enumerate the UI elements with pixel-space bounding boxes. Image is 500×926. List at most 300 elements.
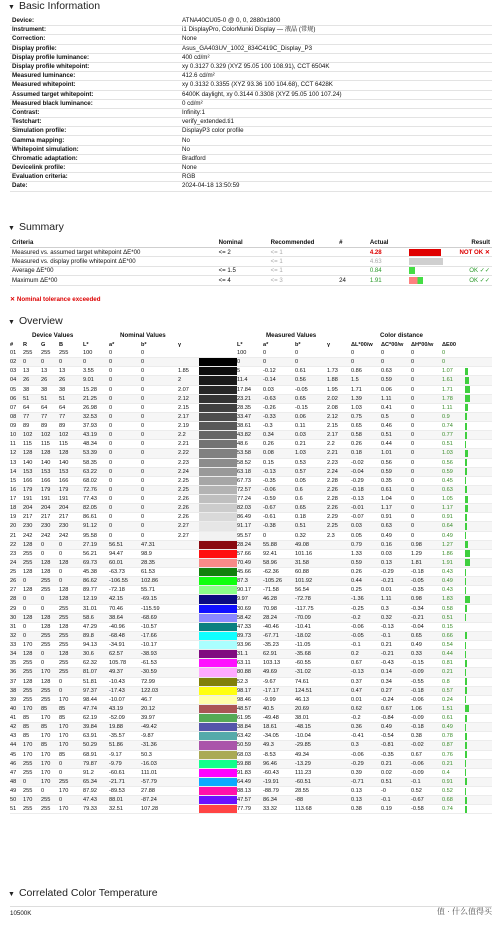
cell-7 [178,768,199,777]
color-swatch [199,805,237,814]
cell-7 [178,695,199,704]
info-value: None [180,35,492,44]
overview-row [10,805,492,814]
cell-16: 0.4 [442,768,465,777]
cell-14: 0.16 [381,540,411,549]
color-swatch [199,358,237,367]
cell-13: -0.04 [351,467,381,476]
summary-header: Result [450,238,492,248]
cell-10: -62.36 [263,568,295,577]
basic-info-table [10,17,492,192]
cell-0: 22 [10,540,23,549]
color-swatch [199,540,237,549]
cell-15: -0.15 [411,659,442,668]
cell-6: 111.01 [141,768,178,777]
cell-16: 0.58 [442,604,465,613]
cell-1: 153 [23,467,41,476]
cell-12 [327,659,351,668]
cell-13: 0.37 [351,677,381,686]
cell-5: 19.88 [109,723,141,732]
cell-5: 105.78 [109,659,141,668]
cell-4: 89.8 [83,631,109,640]
delta-e-bar [465,395,470,402]
color-swatch [199,495,237,504]
cell-16: 1.51 [442,704,465,713]
cell-14: 0.59 [381,376,411,385]
delta-e-bar-cell [465,440,492,449]
cell-1: 255 [23,686,41,695]
cell-1: 85 [23,723,41,732]
cell-0: 14 [10,467,23,476]
info-value: No [180,145,492,154]
section-summary[interactable] [8,221,64,233]
cell-6: 107.28 [141,805,178,814]
cell-14: 0.67 [381,704,411,713]
cell-1: 85 [23,732,41,741]
cell-15: 0 [411,403,442,412]
cell-1: 255 [23,659,41,668]
cell-0: 07 [10,403,23,412]
cell-12 [327,568,351,577]
overview-row [10,741,492,750]
cell-4: 63.22 [83,467,109,476]
cell-16: 0.21 [442,668,465,677]
cell-13: 0.75 [351,412,381,421]
cell-0: 32 [10,631,23,640]
overview-row [10,768,492,777]
cell-7 [178,641,199,650]
cell-13: 0 [351,358,381,367]
cell-12: 2.28 [327,476,351,485]
cell-4: 68.02 [83,476,109,485]
overview-row [10,476,492,485]
delta-e-bar [465,806,467,813]
cell-1: 0 [23,777,41,786]
cell-13: 1.71 [351,385,381,394]
cell-15: -0.09 [411,714,442,723]
info-row [10,108,492,117]
cell-4: 37.93 [83,422,109,431]
cell-1: 0 [23,604,41,613]
watermark-logo: 值 · 什么值得买 [436,907,492,916]
cell-12 [327,604,351,613]
recommended: <= 1 [269,248,338,257]
cell-13: -0.29 [351,759,381,768]
cell-15: -0.02 [411,741,442,750]
cell-7: 2.15 [178,403,199,412]
cell-9: 86.49 [237,513,263,522]
cell-10: -17.17 [263,686,295,695]
cell-13: 0.38 [351,805,381,814]
cell-2: 0 [41,595,59,604]
overview-row [10,704,492,713]
cell-2: 255 [41,349,59,358]
cell-13: 0.18 [351,449,381,458]
cell-6: 0 [141,485,178,494]
cell-9: 63.42 [237,732,263,741]
cell-5: 0 [109,394,141,403]
cell-4: 62.32 [83,659,109,668]
summary-row [10,248,492,257]
cell-1: 170 [23,641,41,650]
info-label: Measured luminance: [10,72,180,81]
cell-2: 204 [41,504,59,513]
cell-14: 0.46 [381,422,411,431]
cell-12 [327,641,351,650]
cell-13: 0.47 [351,686,381,695]
cell-13: -0.13 [351,668,381,677]
color-swatch [199,595,237,604]
criteria: Maximum ΔE*00 [10,276,217,285]
cell-2: 170 [41,777,59,786]
cell-7: 2.17 [178,412,199,421]
cell-4: 47.43 [83,796,109,805]
cell-5: -72.18 [109,586,141,595]
info-label: Device: [10,17,180,26]
cell-15: 0.67 [411,750,442,759]
cell-6: 0 [141,385,178,394]
cell-10: 28.24 [263,613,295,622]
overview-row [10,641,492,650]
cell-13: 0.79 [351,540,381,549]
overview-row [10,586,492,595]
color-swatch [199,513,237,522]
cell-0: 51 [10,805,23,814]
overview-row [10,449,492,458]
cell-2: 77 [41,412,59,421]
info-row [10,17,492,26]
cell-12 [327,586,351,595]
delta-e-bar-cell [465,777,492,786]
cell-2: 0 [41,358,59,367]
cell-9: 5 [237,367,263,376]
cell-7: 2.26 [178,504,199,513]
cell-4: 63.91 [83,732,109,741]
delta-e-bar-cell [465,577,492,586]
cell-14: 0.41 [381,403,411,412]
overview-row [10,777,492,786]
color-swatch [199,622,237,631]
cell-15: -0.05 [411,577,442,586]
cell-15: 0 [411,358,442,367]
collapse-triangle-icon[interactable]: ▼ [8,4,15,11]
cell-3: 128 [59,558,83,567]
recommended: <= 1 [269,257,338,266]
cell-6: -87.24 [141,796,178,805]
overview-row [10,714,492,723]
cell-3: 0 [59,759,83,768]
cell-14: 0.13 [381,558,411,567]
cell-9: 48.57 [237,704,263,713]
cell-1: 128 [23,613,41,622]
color-swatch [199,458,237,467]
color-swatch [199,695,237,704]
cell-9: 64.49 [237,777,263,786]
cell-15: 0 [411,531,442,540]
cell-2: 166 [41,476,59,485]
delta-e-bar-cell [465,595,492,604]
cell-10: 46.28 [263,595,295,604]
cell-12 [327,577,351,586]
cell-10: 86.34 [263,796,295,805]
cell-7 [178,732,199,741]
overview-row [10,513,492,522]
cell-9: 33.47 [237,412,263,421]
cell-3: 255 [59,777,83,786]
cell-2: 85 [41,723,59,732]
cell-7 [178,349,199,358]
cell-13: -0.25 [351,604,381,613]
cell-12 [327,750,351,759]
cell-10: -0.12 [263,367,295,376]
actual-bar-cell [407,276,450,285]
delta-e-bar-cell [465,349,492,358]
cell-0: 50 [10,796,23,805]
cell-12 [327,714,351,723]
cell-9: 95.57 [237,531,263,540]
delta-e-bar-cell [465,650,492,659]
cell-6: 61.53 [141,568,178,577]
cell-1: 170 [23,741,41,750]
cell-2: 170 [41,732,59,741]
collapse-triangle-icon[interactable]: ▼ [8,319,15,326]
overview-row [10,431,492,440]
cell-9: 17.84 [237,385,263,394]
cell-6: 72.99 [141,677,178,686]
cell-16: 1.05 [442,495,465,504]
summary-row [10,257,492,266]
cell-12 [327,622,351,631]
delta-e-bar [465,678,467,685]
cell-11: 113.68 [295,805,327,814]
delta-e-bar-cell [465,412,492,421]
cell-4: 21.25 [83,394,109,403]
cell-12 [327,349,351,358]
cell-15: -0.55 [411,677,442,686]
cell-3: 255 [59,659,83,668]
cell-4: 91.2 [83,768,109,777]
cell-2: 0 [41,549,59,558]
tolerance-note: ✕ Nominal tolerance exceeded [10,296,101,303]
cell-3: 242 [59,531,83,540]
cell-5: -34.91 [109,641,141,650]
info-value: Infinity:1 [180,108,492,117]
cell-0: 20 [10,522,23,531]
delta-e-bar [465,386,470,393]
cell-3: 38 [59,385,83,394]
cell-14: 0.35 [381,476,411,485]
cell-16: 0.91 [442,513,465,522]
cell-10: 62.91 [263,650,295,659]
summary-header [407,238,450,248]
color-swatch [199,349,237,358]
cell-14: 0.61 [381,485,411,494]
overview-row [10,403,492,412]
cell-13: 0.86 [351,367,381,376]
cell-2: 170 [41,714,59,723]
info-row [10,136,492,145]
cell-2: 0 [41,540,59,549]
criteria: Average ΔE*00 [10,266,217,275]
cell-5: -60.61 [109,768,141,777]
cell-10: 58.96 [263,558,295,567]
cell-5: -63.73 [109,568,141,577]
cell-16: 1.71 [442,385,465,394]
color-swatch [199,485,237,494]
cell-10: 0.34 [263,431,295,440]
cell-16: 0.56 [442,458,465,467]
cell-3: 85 [59,750,83,759]
cell-4: 62.19 [83,714,109,723]
cell-1: 255 [23,787,41,796]
delta-e-bar-cell [465,394,492,403]
cell-1: 0 [23,577,41,586]
cell-1: 13 [23,367,41,376]
cell-4: 58.35 [83,458,109,467]
cell-14: 0.14 [381,668,411,677]
cell-12: 2.26 [327,504,351,513]
cell-2: 255 [41,686,59,695]
delta-e-bar [465,742,467,749]
cell-6: -16.03 [141,759,178,768]
cell-7 [178,796,199,805]
cell-12: 1.73 [327,367,351,376]
cell-9: 67.73 [237,476,263,485]
cell-2: 13 [41,367,59,376]
cell-1: 102 [23,431,41,440]
cell-7 [178,358,199,367]
cell-13: 0.36 [351,723,381,732]
cell-7: 2.27 [178,531,199,540]
cell-9: 57.66 [237,549,263,558]
cell-0: 13 [10,458,23,467]
delta-e-bar-cell [465,704,492,713]
cell-2: 128 [41,558,59,567]
color-swatch [199,449,237,458]
cell-13: 0.67 [351,659,381,668]
actual-bar [409,249,441,256]
cell-14: 1.17 [381,504,411,513]
cell-4: 15.28 [83,385,109,394]
cell-16: 0.45 [442,476,465,485]
cell-2: 102 [41,431,59,440]
cell-0: 01 [10,349,23,358]
info-row [10,90,492,99]
cell-0: 46 [10,759,23,768]
cell-13: 1.5 [351,376,381,385]
delta-e-bar [465,505,468,512]
cell-7: 1.85 [178,367,199,376]
cell-12 [327,741,351,750]
actual-bar-cell [407,266,450,275]
info-value: None [180,164,492,173]
cell-7 [178,704,199,713]
cell-5: -35.57 [109,732,141,741]
delta-e-bar-cell [465,504,492,513]
cell-5: 0 [109,367,141,376]
cell-6: 20.12 [141,704,178,713]
cell-3: 64 [59,403,83,412]
cell-15: 0 [411,349,442,358]
collapse-triangle-icon[interactable]: ▼ [8,225,15,232]
collapse-triangle-icon[interactable]: ▼ [8,891,15,898]
cell-11: -72.78 [295,595,327,604]
cell-10: -8.53 [263,750,295,759]
delta-e-bar [465,441,466,448]
cell-14: -0.35 [381,750,411,759]
delta-e-bar [465,705,469,712]
cell-15: 0.49 [411,641,442,650]
cell-9: 63.11 [237,659,263,668]
count [337,266,368,275]
actual-bar [409,258,443,265]
cell-15: -0.18 [411,568,442,577]
info-row [10,81,492,90]
cell-13: 0.62 [351,704,381,713]
cell-10: -0.63 [263,394,295,403]
delta-e-bar [465,715,467,722]
info-row [10,154,492,163]
cell-11: 0 [295,349,327,358]
cell-0: 49 [10,787,23,796]
cell-14: 0.49 [381,723,411,732]
section-basic-information[interactable] [8,0,100,12]
delta-e-bar-cell [465,531,492,540]
section-title: Basic Information [18,0,101,12]
delta-e-bar [465,733,467,740]
cell-4: 12.19 [83,595,109,604]
cell-12 [327,796,351,805]
cell-3: 128 [59,586,83,595]
cell-0: 48 [10,777,23,786]
cell-7: 2.23 [178,458,199,467]
color-swatch [199,613,237,622]
cell-14: 1.11 [381,595,411,604]
cell-7 [178,549,199,558]
cell-4: 47.29 [83,622,109,631]
color-swatch [199,403,237,412]
cell-11: -35.68 [295,650,327,659]
overview-row [10,622,492,631]
info-value: RGB [180,173,492,182]
section-cct[interactable] [8,887,158,899]
cell-14: 1.04 [381,495,411,504]
nominal: <= 1.5 [217,266,269,275]
delta-e-bar-cell [465,796,492,805]
cell-5: 62.57 [109,650,141,659]
color-swatch [199,577,237,586]
section-overview[interactable] [8,315,63,327]
cell-10: -35.23 [263,641,295,650]
cell-12 [327,650,351,659]
cell-0: 05 [10,385,23,394]
cell-12 [327,540,351,549]
cell-13: -0.01 [351,504,381,513]
delta-e-bar-cell [465,476,492,485]
cell-5: -17.43 [109,686,141,695]
cell-12: 2.3 [327,531,351,540]
delta-e-bar-cell [465,677,492,686]
cell-3: 128 [59,650,83,659]
cell-0: 27 [10,586,23,595]
cell-16: 0.63 [442,485,465,494]
color-swatch [199,641,237,650]
cell-0: 33 [10,641,23,650]
cell-15: 0 [411,367,442,376]
cell-11: 0.32 [295,531,327,540]
delta-e-bar-cell [465,431,492,440]
delta-e-bar-cell [465,732,492,741]
